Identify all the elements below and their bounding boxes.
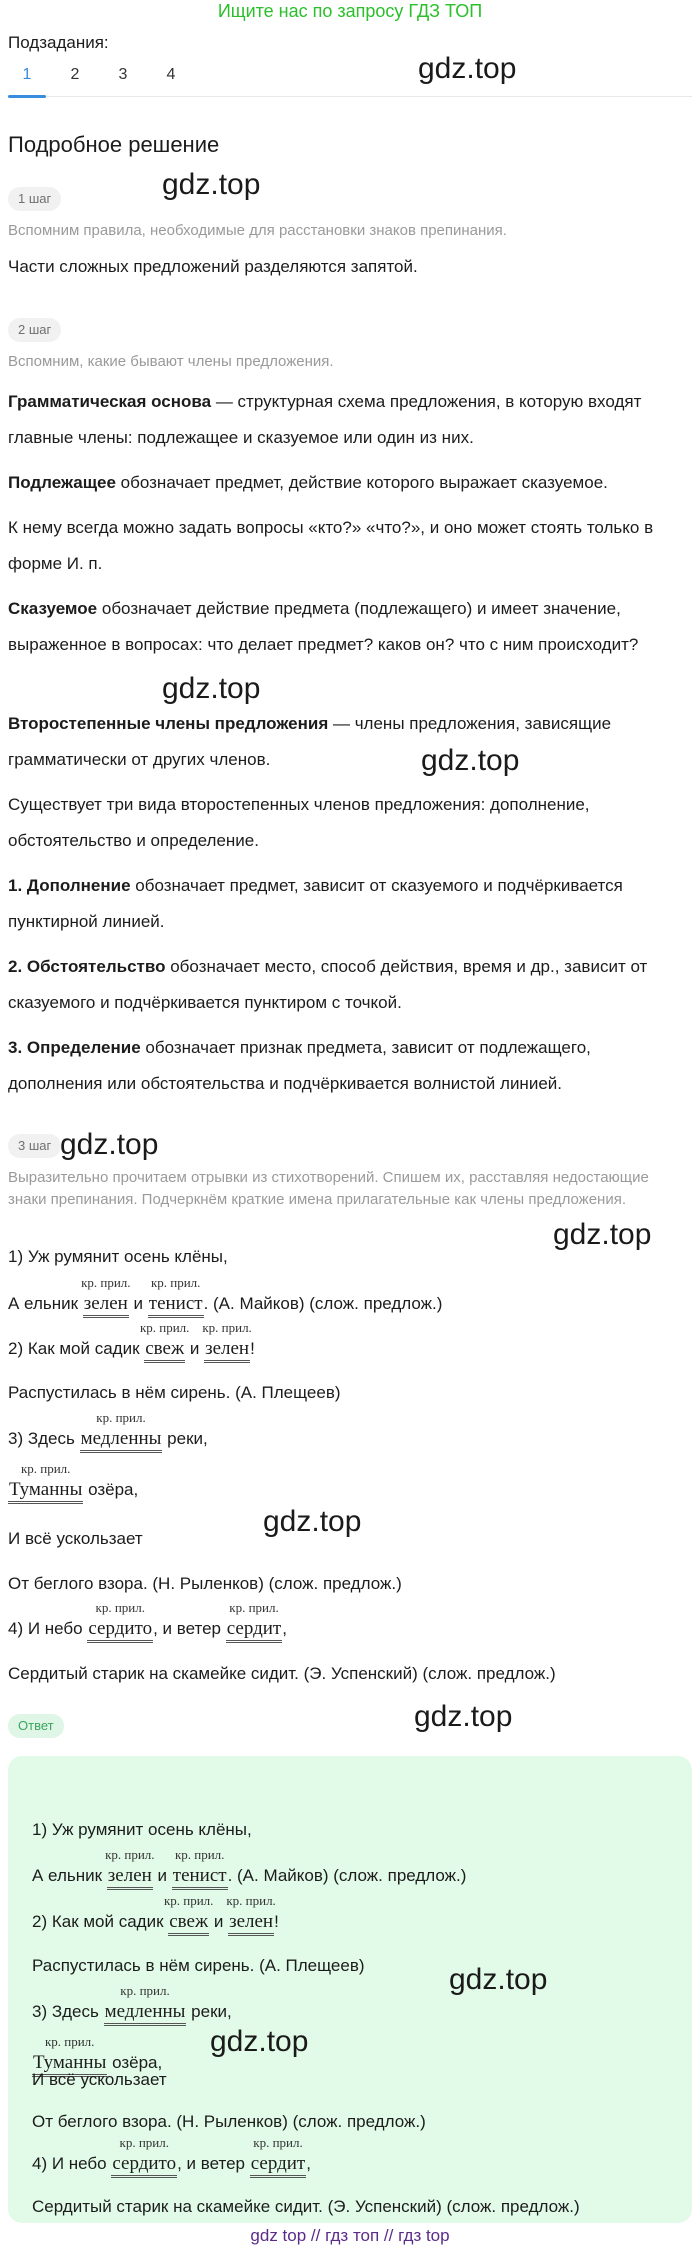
paragraph-object — [8, 868, 688, 940]
word: свеж — [169, 1911, 209, 1932]
step-1-text: Части сложных предложений разделяются запятой. — [8, 257, 418, 276]
short-adjective — [226, 1600, 283, 1643]
text: А ельник — [8, 1294, 83, 1313]
watermark: gdz.top — [418, 52, 517, 85]
subtasks-label: Подзадания: — [8, 33, 109, 52]
short-adjective — [80, 1410, 163, 1453]
poem-line — [8, 1461, 139, 1504]
answer-line: 1) Уж румянит осень клёны, — [32, 1820, 252, 1839]
short-adjective — [202, 1320, 252, 1363]
adj-label: кр. прил. — [150, 1275, 201, 1290]
word: свеж — [145, 1338, 185, 1359]
definition: обозначает предмет, зависит от сказуемого и подчёркивается пунктирной линией. — [8, 876, 623, 931]
paragraph-adverbial — [8, 949, 688, 1021]
answer-line: Распустилась в нём сирень. (А. Плещеев) — [32, 1956, 365, 1975]
text: ! — [274, 1912, 279, 1931]
tab-1[interactable]: 1 — [22, 66, 32, 83]
short-adjective — [111, 2135, 177, 2178]
poem-line: Распустилась в нём сирень. (А. Плещеев) — [8, 1383, 341, 1402]
short-adjective — [172, 1847, 228, 1890]
word: тенист — [148, 1293, 203, 1314]
word: зелен — [107, 1865, 152, 1886]
short-adjective — [226, 1893, 276, 1936]
adj-label: кр. прил. — [120, 1983, 170, 1998]
poem-line: Сердитый старик на скамейке сидит. (Э. Успенский) (слож. предлож.) — [8, 1664, 556, 1683]
text: 4) И небо — [32, 2154, 112, 2173]
text: и — [152, 1866, 172, 1885]
text: ! — [250, 1339, 255, 1358]
text: реки, — [186, 2002, 232, 2021]
poem-line — [8, 1275, 443, 1318]
paragraph-three-types: Существует три вида второстепенных членов предложения: дополнение, обстоятельство и определение. — [8, 795, 590, 850]
term: Сказуемое — [8, 599, 98, 618]
poem-line — [8, 1600, 287, 1643]
tab-2[interactable]: 2 — [70, 66, 80, 83]
word: зелен — [229, 1911, 274, 1932]
active-tab-underline — [8, 95, 46, 98]
short-adjective — [250, 2135, 307, 2178]
subtasks-tabs — [8, 60, 692, 97]
watermark: gdz.top — [263, 1505, 362, 1538]
word: Туманны — [33, 2052, 107, 2073]
word: сердит — [250, 2153, 306, 2174]
adj-label: кр. прил. — [20, 1461, 71, 1476]
adj-label: кр. прил. — [96, 1410, 146, 1425]
text: и — [128, 1294, 148, 1313]
paragraph-subject-questions: К нему всегда можно задать вопросы «кто?» «что?», и оно может стоять только в форме И. п. — [8, 518, 654, 573]
step-3-hint: Выразительно прочитаем отрывки из стихотворений. Спишем их, расставляя недостающие знаки препинания. Подчеркнём краткие имена прилагательные как члены предложения. — [8, 1169, 649, 1208]
answer-line — [32, 1893, 279, 1936]
definition: — структурная схема предложения, в которую входят главные члены: подлежащее и сказуемое или один из них. — [8, 392, 642, 447]
footer-links[interactable]: gdz top // гдз топ // гдз top — [250, 2226, 450, 2245]
paragraph-predicate — [8, 591, 688, 663]
step-1-badge: 1 шаг — [8, 187, 61, 211]
adj-label: кр. прил. — [44, 2034, 95, 2049]
watermark: gdz.top — [414, 1700, 513, 1733]
word: сердито — [88, 1618, 153, 1639]
answer-line: И всё ускользает — [32, 2070, 167, 2089]
poem-line: От беглого взора. (Н. Рыленков) (слож. предлож.) — [8, 1574, 402, 1593]
text: . (А. Майков) (слож. предлож.) — [203, 1294, 443, 1313]
short-adjective — [105, 1847, 155, 1890]
word: сердито — [112, 2153, 177, 2174]
paragraph-subject — [8, 465, 688, 501]
watermark: gdz.top — [553, 1218, 652, 1251]
definition: обозначает признак предмета, зависит от подлежащего, дополнения или обстоятельства и подчёркивается волнистой линией. — [8, 1038, 591, 1093]
adj-label: кр. прил. — [174, 1847, 225, 1862]
term: 1. Дополнение — [8, 876, 131, 895]
short-adjective — [163, 1893, 214, 1936]
paragraph-attribute — [8, 1030, 688, 1102]
adj-label: кр. прил. — [253, 2135, 303, 2150]
text: , — [306, 2154, 311, 2173]
step-2-badge: 2 шаг — [8, 318, 61, 342]
adj-label: кр. прил. — [119, 2135, 169, 2150]
text: 3) Здесь — [8, 1429, 80, 1448]
short-adjective — [104, 1983, 187, 2026]
text: 4) И небо — [8, 1619, 88, 1638]
tab-3[interactable]: 3 — [118, 66, 128, 83]
definition: — члены предложения, зависящие грамматически от других членов. — [8, 714, 612, 769]
term: Грамматическая основа — [8, 392, 212, 411]
word: медленны — [80, 1428, 162, 1449]
watermark: gdz.top — [162, 672, 261, 705]
poem-line — [8, 1320, 255, 1363]
section-title: Подробное решение — [8, 132, 220, 157]
poem-line: И всё ускользает — [8, 1529, 143, 1548]
word: медленны — [104, 2001, 186, 2022]
short-adjective — [8, 1461, 83, 1504]
term: 2. Обстоятельство — [8, 957, 166, 976]
term: Второстепенные члены предложения — [8, 714, 329, 733]
top-banner[interactable]: Ищите нас по запросу ГДЗ ТОП — [217, 1, 483, 21]
term: 3. Определение — [8, 1038, 141, 1057]
watermark: gdz.top — [449, 1963, 548, 1996]
answer-line — [32, 1983, 232, 2026]
text: , — [282, 1619, 287, 1638]
step-2-hint: Вспомним, какие бывают члены предложения. — [8, 353, 334, 370]
text: . (А. Майков) (слож. предлож.) — [227, 1866, 467, 1885]
short-adjective — [81, 1275, 131, 1318]
word: сердит — [226, 1618, 282, 1639]
answer-line — [32, 2135, 311, 2178]
term: Подлежащее — [8, 473, 116, 492]
text: 2) Как мой садик — [32, 1912, 169, 1931]
definition: обозначает предмет, действие которого выражает сказуемое. — [115, 473, 608, 492]
text: , и ветер — [153, 1619, 226, 1638]
short-adjective — [139, 1320, 190, 1363]
adj-label: кр. прил. — [95, 1600, 145, 1615]
watermark: gdz.top — [210, 2025, 309, 2058]
poem-line — [8, 1410, 208, 1453]
adj-label: кр. прил. — [81, 1275, 131, 1290]
text: реки, — [162, 1429, 208, 1448]
word: зелен — [83, 1293, 128, 1314]
adj-label: кр. прил. — [226, 1893, 276, 1908]
text: А ельник — [32, 1866, 107, 1885]
short-adjective — [148, 1275, 204, 1318]
word: Туманны — [9, 1479, 83, 1500]
adj-label: кр. прил. — [163, 1893, 214, 1908]
watermark: gdz.top — [421, 744, 520, 777]
short-adjective — [87, 1600, 153, 1643]
step-3-badge: 3 шаг — [8, 1134, 61, 1158]
text: озёра, — [107, 2053, 163, 2072]
text: , и ветер — [177, 2154, 250, 2173]
adj-label: кр. прил. — [105, 1847, 155, 1862]
answer-line — [32, 1847, 467, 1890]
answer-line: Сердитый старик на скамейке сидит. (Э. Успенский) (слож. предлож.) — [32, 2197, 580, 2216]
adj-label: кр. прил. — [202, 1320, 252, 1335]
watermark: gdz.top — [60, 1128, 159, 1161]
text: озёра, — [83, 1480, 139, 1499]
adj-label: кр. прил. — [139, 1320, 190, 1335]
text: и — [209, 1912, 229, 1931]
watermark: gdz.top — [162, 168, 261, 201]
answer-line: От беглого взора. (Н. Рыленков) (слож. предлож.) — [32, 2112, 426, 2131]
tab-4[interactable]: 4 — [166, 66, 176, 83]
definition: обозначает место, способ действия, время и др., зависит от сказуемого и подчёркивается пунктиром с точкой. — [8, 957, 648, 1012]
answer-badge: Ответ — [8, 1714, 64, 1738]
poem-line: 1) Уж румянит осень клёны, — [8, 1247, 228, 1266]
text: 2) Как мой садик — [8, 1339, 145, 1358]
word: тенист — [172, 1865, 227, 1886]
word: зелен — [205, 1338, 250, 1359]
paragraph-secondary-members — [8, 706, 688, 778]
adj-label: кр. прил. — [229, 1600, 279, 1615]
text: 3) Здесь — [32, 2002, 104, 2021]
definition: обозначает действие предмета (подлежащего) и имеет значение, выраженное в вопросах: что делает предмет? каков он? что с ним происходит? — [8, 599, 639, 654]
text: и — [185, 1339, 205, 1358]
paragraph-grammatical-basis — [8, 384, 688, 456]
step-1-hint: Вспомним правила, необходимые для расстановки знаков препинания. — [8, 222, 507, 239]
